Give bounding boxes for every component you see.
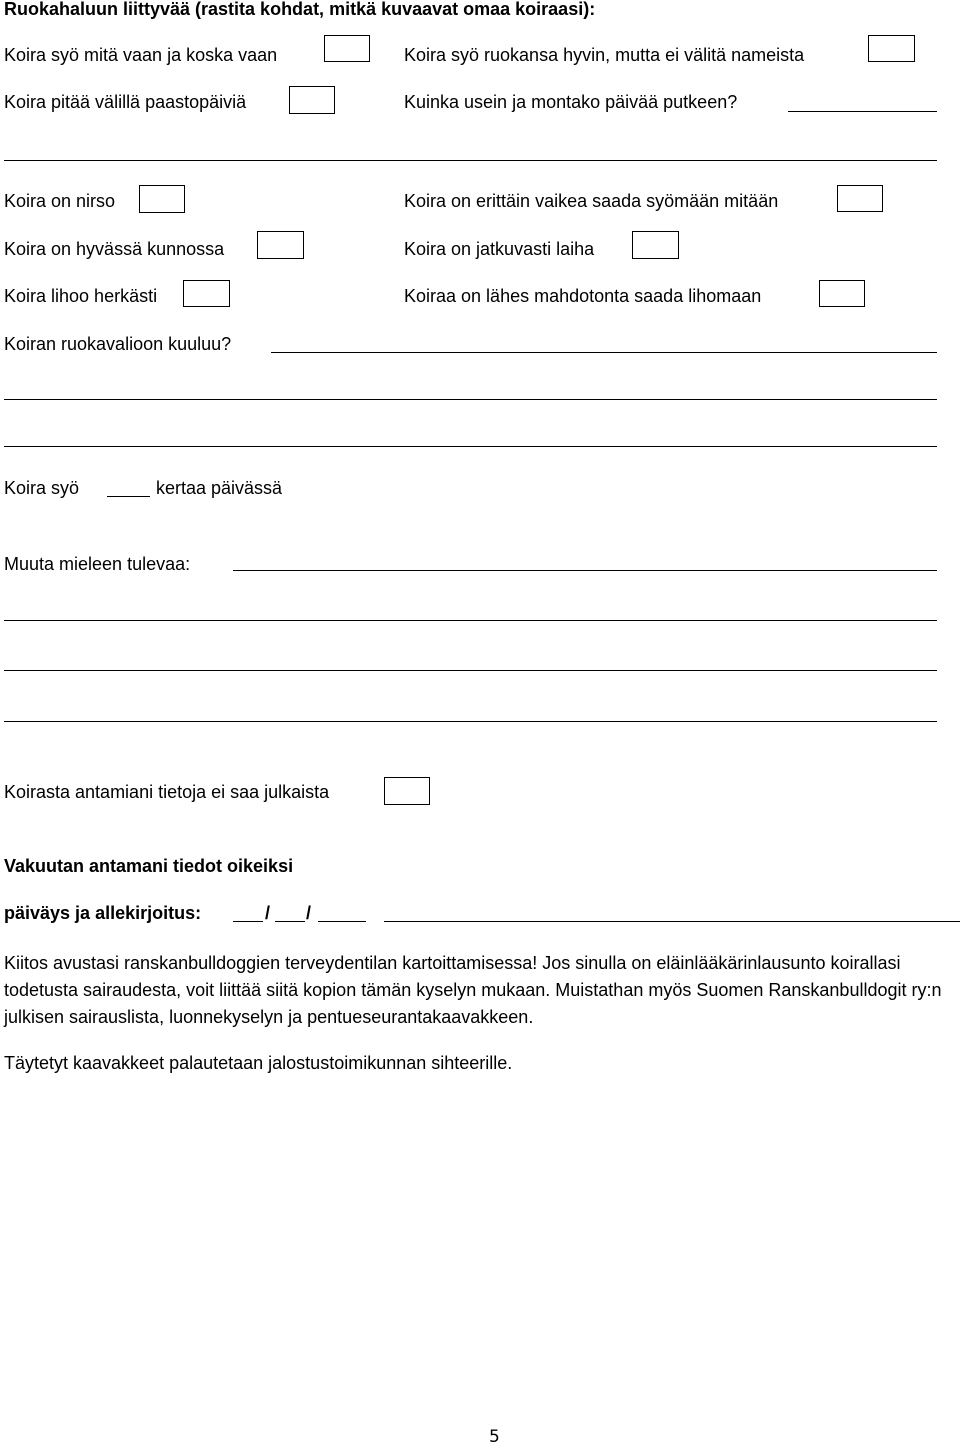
date-slash-1: / [265,903,271,923]
checkbox-very-hard-to-feed[interactable] [837,185,883,212]
signature-line[interactable] [384,921,960,922]
answer-line-diet-2[interactable] [4,399,937,400]
answer-line-diet-1[interactable] [271,352,937,353]
checkbox-fasting-days[interactable] [289,86,335,114]
answer-line-meals-count[interactable] [107,496,150,497]
page-number: 5 [489,1427,500,1447]
label-other: Muuta mieleen tulevaa: [4,554,191,574]
checkbox-privacy[interactable] [384,777,430,805]
label-date-signature: päiväys ja allekirjoitus: [4,903,202,923]
thanks-paragraph: Kiitos avustasi ranskanbulldoggien terveydentilan kartoittamisessa! Jos sinulla on eläinlääkärinlausunto koirallasi todetusta sairaudesta, voit liittää siitä kopion tämän kyselyn mukaan. Muistathan myös Suomen Ranskanbulldogit ry:n julkisen sairauslista, luonnekyselyn ja pentueseurantakaavakkeen. [4,953,942,1027]
section-heading: Ruokahaluun liittyvää (rastita kohdat, mitkä kuvaavat omaa koiraasi): [4,0,596,19]
answer-line-other-2[interactable] [4,620,937,621]
date-month-line[interactable] [275,921,305,922]
label-picky: Koira on nirso [4,191,116,211]
label-constantly-thin: Koira on jatkuvasti laiha [404,239,595,259]
label-gains-weight-easily: Koira lihoo herkästi [4,286,158,306]
label-eats-anything: Koira syö mitä vaan ja koska vaan [4,45,278,65]
checkbox-eats-well-not-picky[interactable] [868,35,915,62]
checkbox-eats-anything[interactable] [324,35,370,62]
date-slash-2: / [306,903,312,923]
label-diet-question: Koiran ruokavalioon kuuluu? [4,334,232,354]
label-fasting-days: Koira pitää välillä paastopäiviä [4,92,247,112]
answer-line-fasting-continued[interactable] [4,160,937,161]
checkbox-constantly-thin[interactable] [632,231,679,259]
label-eats-well-not-picky: Koira syö ruokansa hyvin, mutta ei välitä nameista [404,45,805,65]
answer-line-other-1[interactable] [233,570,937,571]
checkbox-picky[interactable] [139,185,185,213]
answer-line-other-4[interactable] [4,721,937,722]
checkbox-almost-impossible-to-fatten[interactable] [819,280,865,307]
return-note: Täytetyt kaavakkeet palautetaan jalostustoimikunnan sihteerille. [4,1053,513,1073]
label-meals-prefix: Koira syö [4,478,80,498]
label-meals-suffix: kertaa päivässä [156,478,283,498]
answer-line-diet-3[interactable] [4,446,937,447]
checkbox-gains-weight-easily[interactable] [183,280,230,307]
answer-line-fasting[interactable] [788,111,937,112]
date-day-line[interactable] [233,921,263,922]
label-privacy: Koirasta antamiani tietoja ei saa julkaista [4,782,330,802]
checkbox-good-condition[interactable] [257,231,304,259]
answer-line-other-3[interactable] [4,670,937,671]
label-very-hard-to-feed: Koira on erittäin vaikea saada syömään mitään [404,191,779,211]
label-fasting-how-often: Kuinka usein ja montako päivää putkeen? [404,92,738,112]
date-year-line[interactable] [318,921,366,922]
declaration-title: Vakuutan antamani tiedot oikeiksi [4,856,294,876]
label-good-condition: Koira on hyvässä kunnossa [4,239,225,259]
label-almost-impossible-to-fatten: Koiraa on lähes mahdotonta saada lihomaan [404,286,762,306]
